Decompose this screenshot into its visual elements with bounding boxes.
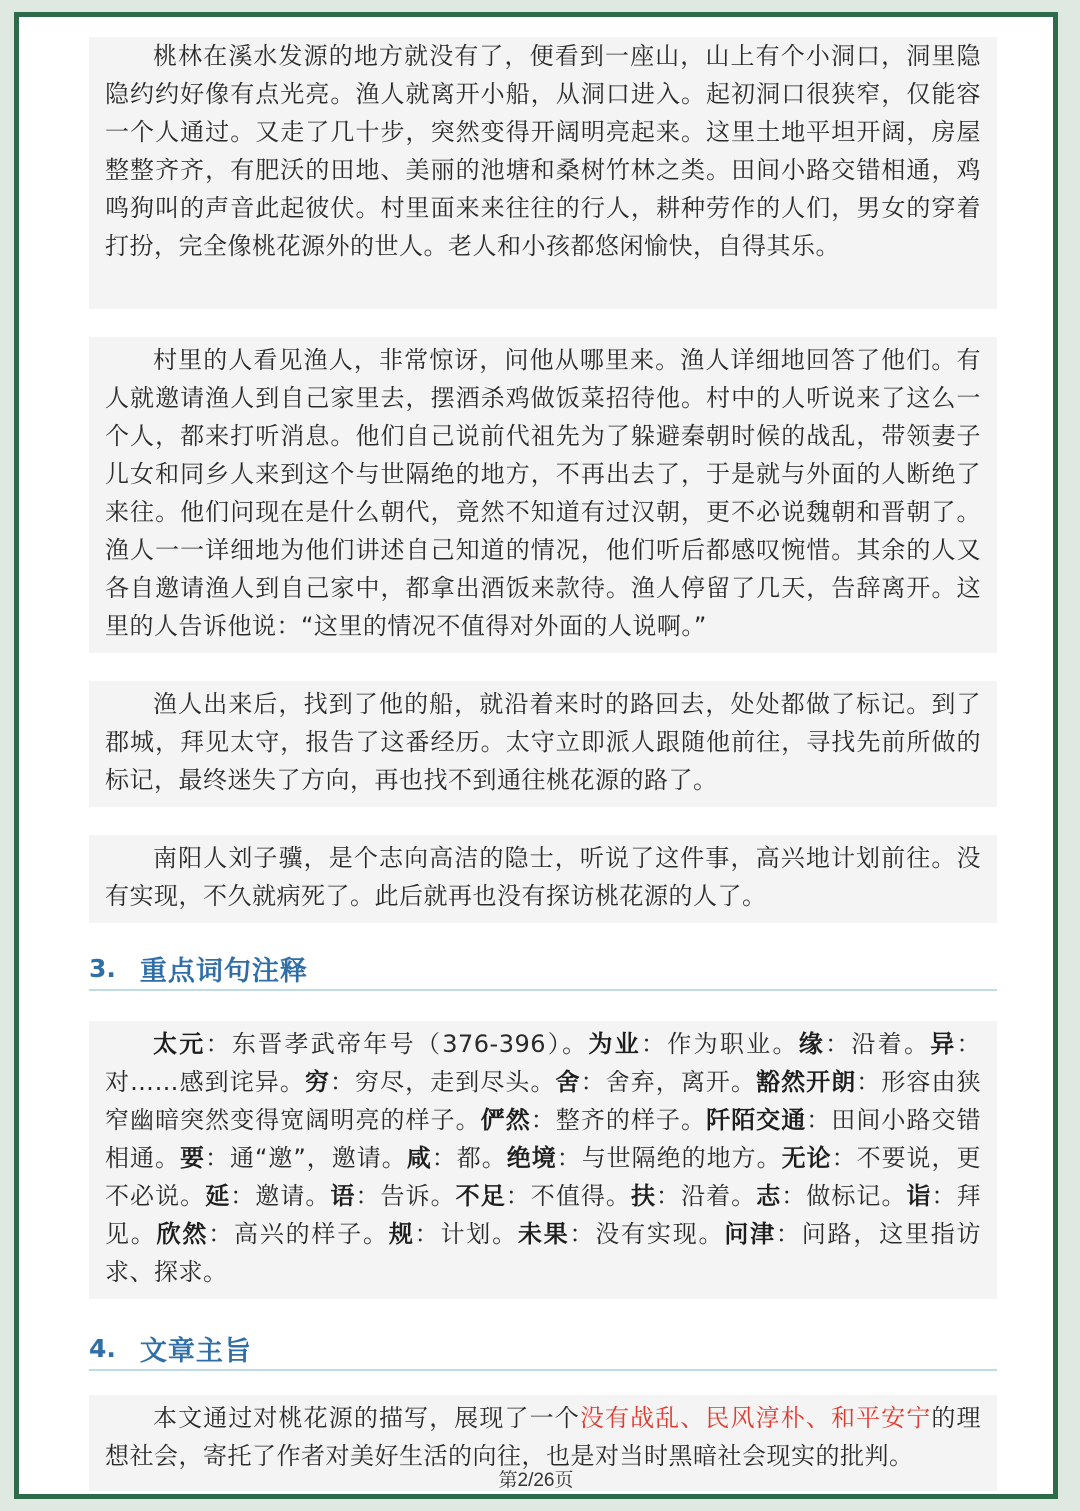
- section-heading-4: [89, 1327, 997, 1371]
- note-term: 问津: [724, 1220, 776, 1248]
- note-definition: ：形容由狭窄幽暗突然变得宽阔明亮的样子。: [105, 1068, 982, 1134]
- note-definition: ：作为职业。: [641, 1030, 799, 1058]
- note-term: 穷: [304, 1068, 330, 1096]
- note-term: 无论: [781, 1144, 832, 1172]
- note-term: 未果: [517, 1220, 570, 1248]
- note-definition: ：不要说，更不必说。: [105, 1144, 982, 1210]
- note-definition: ：高兴的样子。: [208, 1220, 389, 1248]
- note-definition: ：问路，这里指访求、探求。: [105, 1220, 982, 1286]
- note-definition: ：对……感到诧异。: [105, 1030, 982, 1096]
- summary-before: 本文通过对桃花源的描写，展现了一个: [153, 1404, 580, 1432]
- note-term: 语: [330, 1182, 356, 1210]
- note-definition: ：田间小路交错相通。: [105, 1106, 982, 1172]
- note-definition: ：沿着。: [656, 1182, 757, 1210]
- note-definition: ：不值得。: [505, 1182, 631, 1210]
- note-definition: ：拜见。: [105, 1182, 982, 1248]
- note-definition: ：与世隔绝的地方。: [556, 1144, 782, 1172]
- note-definition: ：穷尽，走到尽头。: [330, 1068, 556, 1096]
- summary-text: [105, 1395, 981, 1475]
- note-term: 绝境: [506, 1144, 557, 1172]
- summary-highlight: 没有战乱、民风淳朴、和平安宁: [579, 1404, 932, 1432]
- translation-paragraph-4: [89, 835, 997, 923]
- section-title: 文章主旨: [139, 1335, 252, 1367]
- note-term: 欣然: [156, 1220, 209, 1248]
- note-definition: ：通“邀”，邀请。: [204, 1144, 407, 1172]
- note-term: 扶: [630, 1182, 657, 1210]
- note-definition: ：东晋孝武帝年号（376-396）。: [205, 1030, 589, 1058]
- note-definition: ：沿着。: [825, 1030, 931, 1058]
- page-number: 第2/26页: [498, 1470, 574, 1491]
- note-term: 规: [388, 1220, 415, 1248]
- paragraph-text: 南阳人刘子骥，是个志向高洁的隐士，听说了这件事，高兴地计划前往。没有实现，不久就病死了。此后就再也没有探访桃花源的人了。: [105, 844, 981, 910]
- page-content: [19, 17, 1053, 1494]
- section-title: 重点词句注释: [139, 955, 308, 987]
- note-term: 诣: [906, 1182, 932, 1210]
- section-number: 4.: [89, 1333, 116, 1363]
- note-definition: ：告诉。: [355, 1182, 456, 1210]
- note-term: 舍: [555, 1068, 581, 1096]
- note-definition: ：计划。: [414, 1220, 518, 1248]
- note-term: 俨然: [480, 1106, 531, 1134]
- paragraph-text: 村里的人看见渔人，非常惊讶，问他从哪里来。渔人详细地回答了他们。有人就邀请渔人到自己家里去，摆酒杀鸡做饭菜招待他。村中的人听说来了这么一个人，都来打听消息。他们自己说前代祖先为了躲避秦朝时候的战乱，带领妻子儿女和同乡人来到这个与世隔绝的地方，不再出去了，于是就与外面的人断绝了来往。他们问现在是什么朝代，竟然不知道有过汉朝，更不必说魏朝和晋朝了。渔人一一详细地为他们讲述自己知道的情况，他们听后都感叹惋惜。其余的人又各自邀请渔人到自己家中，都拿出酒饭来款待。渔人停留了几天，告辞离开。这里的人告诉他说：“这里的情况不值得对外面的人说啊。”: [105, 346, 981, 640]
- note-definition: ：邀请。: [230, 1182, 331, 1210]
- note-definition: ：舍弃，离开。: [580, 1068, 757, 1096]
- note-term: 志: [756, 1182, 782, 1210]
- note-definition: ：做标记。: [781, 1182, 907, 1210]
- translation-paragraph-3: [89, 681, 997, 807]
- translation-paragraph-1: [89, 37, 997, 309]
- note-definition: ：都。: [431, 1144, 507, 1172]
- notes-block: [89, 1021, 997, 1299]
- section-heading-3: [89, 947, 997, 991]
- note-term: 异: [930, 1030, 957, 1058]
- note-term: 豁然开朗: [756, 1068, 857, 1096]
- note-term: 缘: [798, 1030, 826, 1058]
- note-term: 咸: [406, 1144, 432, 1172]
- translation-paragraph-2: [89, 337, 997, 653]
- note-term: 为业: [588, 1030, 641, 1058]
- note-term: 阡陌交通: [706, 1106, 807, 1134]
- section-number: 3.: [89, 953, 116, 983]
- paragraph-text: 渔人出来后，找到了他的船，就沿着来时的路回去，处处都做了标记。到了郡城，拜见太守，报告了这番经历。太守立即派人跟随他前往，寻找先前所做的标记，最终迷失了方向，再也找不到通往桃花源的路了。: [105, 690, 981, 794]
- paragraph-text: 桃林在溪水发源的地方就没有了，便看到一座山，山上有个小洞口，洞里隐隐约约好像有点光亮。渔人就离开小船，从洞口进入。起初洞口很狭窄，仅能容一个人通过。又走了几十步，突然变得开阔明亮起来。这里土地平坦开阔，房屋整整齐齐，有肥沃的田地、美丽的池塘和桑树竹林之类。田间小路交错相通，鸡鸣狗叫的声音此起彼伏。村里面来来往往的行人，耕种劳作的人们，男女的穿着打扮，完全像桃花源外的世人。老人和小孩都悠闲愉快，自得其乐。: [105, 42, 981, 260]
- note-term: 不足: [455, 1182, 506, 1210]
- notes-text: [105, 1021, 981, 1291]
- page-frame: [14, 12, 1058, 1499]
- summary-after: 的理想社会，寄托了作者对美好生活的向往，也是对当时黑暗社会现实的批判。: [105, 1404, 981, 1470]
- note-definition: ：没有实现。: [569, 1220, 725, 1248]
- note-term: 太元: [153, 1030, 206, 1058]
- note-term: 延: [205, 1182, 231, 1210]
- note-definition: ：整齐的样子。: [530, 1106, 707, 1134]
- note-term: 要: [179, 1144, 205, 1172]
